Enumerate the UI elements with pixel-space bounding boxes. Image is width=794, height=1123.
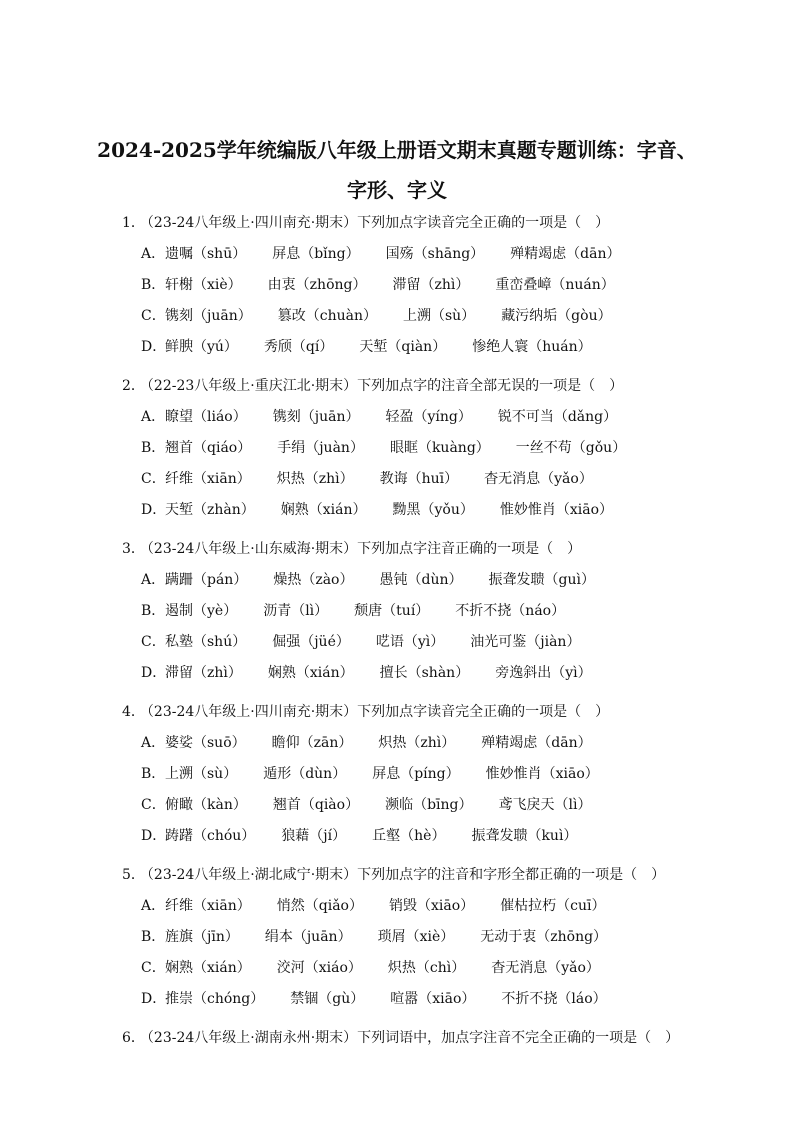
- option-word: 禁锢（gù）: [290, 991, 365, 1007]
- option-word: 屏息（píng）: [372, 766, 460, 782]
- question-4: [122, 701, 722, 847]
- question-stem: [122, 212, 722, 234]
- option-word: 沥青（lì）: [263, 603, 329, 619]
- option-word: 娴熟（xián）: [165, 960, 251, 976]
- option-c: [141, 957, 722, 979]
- option-word: 纤维（xiān）: [165, 898, 251, 914]
- option-word: 炽热（chì）: [387, 960, 466, 976]
- option-word: 鸢飞戾天（lì）: [498, 797, 592, 813]
- option-word: 丘壑（hè）: [372, 828, 446, 844]
- option-word: 重峦叠嶂（nuán）: [495, 277, 615, 293]
- option-word: 狼藉（jí）: [281, 828, 347, 844]
- option-letter: C．: [141, 471, 166, 487]
- option-letter: C．: [141, 634, 166, 650]
- option-letter: D．: [141, 828, 167, 844]
- option-word: 遁形（dùn）: [263, 766, 347, 782]
- option-word: 殚精竭虑（dān）: [510, 246, 621, 262]
- option-word: 不折不挠（náo）: [455, 603, 566, 619]
- option-letter: B．: [141, 440, 166, 456]
- option-word: 黝黑（yǒu）: [392, 502, 474, 518]
- option-letter: D．: [141, 339, 167, 355]
- option-word: 催枯拉朽（cuī）: [500, 898, 606, 914]
- option-letter: C．: [141, 960, 166, 976]
- option-b: [141, 763, 722, 785]
- option-word: 上溯（sù）: [165, 766, 238, 782]
- option-letter: A．: [141, 898, 166, 914]
- option-word: 手绢（juàn）: [277, 440, 364, 456]
- option-a: [141, 569, 722, 591]
- option-a: [141, 895, 722, 917]
- option-word: 愚钝（dùn）: [379, 572, 463, 588]
- option-a: [141, 732, 722, 754]
- option-word: 遏制（yè）: [165, 603, 238, 619]
- option-word: 滞留（zhì）: [392, 277, 470, 293]
- option-word: 蹒跚（pán）: [165, 572, 248, 588]
- option-word: 惟妙惟肖（xiāo）: [485, 766, 599, 782]
- option-letter: B．: [141, 603, 166, 619]
- question-6: [122, 1027, 722, 1049]
- question-text: （22-23八年级上·重庆江北·期末）下列加点字的注音全部无误的一项是（ ）: [146, 378, 624, 394]
- option-word: 呓语（yì）: [375, 634, 445, 650]
- option-c: [141, 305, 722, 327]
- option-word: 踌躇（chóu）: [165, 828, 256, 844]
- question-text: （23-24八年级上·山东威海·期末）下列加点字注音正确的一项是（ ）: [146, 541, 582, 557]
- option-a: [141, 406, 722, 428]
- option-letter: B．: [141, 277, 166, 293]
- question-text: （23-24八年级上·湖南永州·期末）下列词语中，加点字注音不完全正确的一项是（ ）: [146, 1030, 680, 1046]
- question-3: [122, 538, 722, 684]
- question-number: 1．: [122, 215, 145, 231]
- option-word: 滞留（zhì）: [165, 665, 242, 681]
- option-word: 娴熟（xián）: [267, 665, 354, 681]
- question-text: （23-24八年级上·湖北咸宁·期末）下列加点字的注音和字形全都正确的一项是（ ）: [146, 867, 666, 883]
- option-word: 推崇（chóng）: [165, 991, 265, 1007]
- question-stem: [122, 864, 722, 886]
- question-number: 4．: [122, 704, 145, 720]
- option-word: 振聋发聩（guì）: [488, 572, 595, 588]
- option-word: 颓唐（tuí）: [354, 603, 430, 619]
- question-stem: [122, 1027, 722, 1049]
- option-word: 镌刻（juān）: [272, 409, 360, 425]
- option-c: [141, 794, 722, 816]
- option-letter: C．: [141, 308, 166, 324]
- option-letter: D．: [141, 665, 167, 681]
- option-word: 轩榭（xiè）: [165, 277, 242, 293]
- option-word: 翘首（qiào）: [272, 797, 360, 813]
- option-c: [141, 631, 722, 653]
- option-letter: D．: [141, 991, 167, 1007]
- option-word: 娴熟（xián）: [280, 502, 367, 518]
- option-word: 悄然（qiǎo）: [276, 898, 363, 914]
- option-word: 国殇（shāng）: [385, 246, 485, 262]
- option-word: 秀颀（qí）: [263, 339, 334, 355]
- option-letter: B．: [141, 929, 166, 945]
- option-word: 油光可鉴（jiàn）: [470, 634, 581, 650]
- option-word: 振聋发聩（kuì）: [471, 828, 578, 844]
- question-text: （23-24八年级上·四川南充·期末）下列加点字读音完全正确的一项是（ ）: [146, 215, 610, 231]
- option-c: [141, 468, 722, 490]
- question-stem: [122, 701, 722, 723]
- option-word: 屏息（bǐng）: [272, 246, 360, 262]
- document-title: [80, 130, 714, 210]
- option-word: 纤维（xiān）: [165, 471, 251, 487]
- option-word: 不折不挠（láo）: [501, 991, 607, 1007]
- option-word: 旁逸斜出（yì）: [495, 665, 592, 681]
- option-letter: C．: [141, 797, 166, 813]
- option-letter: D．: [141, 502, 167, 518]
- option-word: 婆娑（suō）: [165, 735, 246, 751]
- option-word: 燥热（zào）: [273, 572, 354, 588]
- option-word: 遗嘱（shū）: [165, 246, 247, 262]
- option-word: 旌旗（jīn）: [165, 929, 239, 945]
- option-d: [141, 336, 722, 358]
- option-d: [141, 499, 722, 521]
- option-word: 锐不可当（dǎng）: [497, 409, 618, 425]
- option-word: 炽热（zhì）: [378, 735, 456, 751]
- option-word: 瞻仰（zān）: [271, 735, 353, 751]
- option-word: 天堑（qiàn）: [359, 339, 447, 355]
- option-word: 擅长（shàn）: [379, 665, 470, 681]
- option-letter: B．: [141, 766, 166, 782]
- option-word: 殚精竭虑（dān）: [481, 735, 592, 751]
- option-word: 一丝不苟（gǒu）: [515, 440, 627, 456]
- question-2: [122, 375, 722, 521]
- question-number: 6．: [122, 1030, 145, 1046]
- question-number: 3．: [122, 541, 145, 557]
- question-list: [122, 212, 722, 1066]
- option-word: 藏污纳垢（gòu）: [501, 308, 612, 324]
- option-d: [141, 662, 722, 684]
- question-number: 2．: [122, 378, 145, 394]
- option-word: 篡改（chuàn）: [277, 308, 377, 324]
- option-a: [141, 243, 722, 265]
- option-word: 喧嚣（xiāo）: [390, 991, 476, 1007]
- option-d: [141, 825, 722, 847]
- question-stem: [122, 375, 722, 397]
- question-stem: [122, 538, 722, 560]
- option-word: 俯瞰（kàn）: [165, 797, 247, 813]
- title-line-2: 字形、字义: [347, 178, 447, 202]
- title-line-1: 2024-2025学年统编版八年级上册语文期末真题专题训练：字音、: [97, 138, 697, 162]
- option-word: 惟妙惟肖（xiāo）: [499, 502, 614, 518]
- option-letter: A．: [141, 409, 166, 425]
- option-word: 无动于衷（zhōng）: [480, 929, 608, 945]
- option-word: 天堑（zhàn）: [165, 502, 255, 518]
- option-word: 洨河（xiáo）: [276, 960, 362, 976]
- option-d: [141, 988, 722, 1010]
- option-letter: A．: [141, 246, 166, 262]
- option-word: 琐屑（xiè）: [377, 929, 455, 945]
- option-word: 杳无消息（yǎo）: [484, 471, 593, 487]
- option-word: 轻盈（yíng）: [385, 409, 472, 425]
- option-word: 销毁（xiāo）: [388, 898, 475, 914]
- option-word: 濒临（bīng）: [385, 797, 473, 813]
- option-word: 眼眶（kuàng）: [389, 440, 490, 456]
- question-text: （23-24八年级上·四川南充·期末）下列加点字读音完全正确的一项是（ ）: [146, 704, 610, 720]
- option-word: 翘首（qiáo）: [165, 440, 252, 456]
- option-word: 绢本（juān）: [264, 929, 352, 945]
- option-word: 杳无消息（yǎo）: [491, 960, 600, 976]
- option-b: [141, 437, 722, 459]
- question-1: [122, 212, 722, 358]
- question-5: [122, 864, 722, 1010]
- option-word: 炽热（zhì）: [276, 471, 354, 487]
- option-word: 上溯（sù）: [402, 308, 476, 324]
- option-b: [141, 600, 722, 622]
- question-number: 5．: [122, 867, 145, 883]
- option-word: 鲜腴（yú）: [165, 339, 238, 355]
- option-word: 瞭望（liáo）: [165, 409, 247, 425]
- option-word: 倔强（jüé）: [272, 634, 350, 650]
- option-b: [141, 274, 722, 296]
- option-b: [141, 926, 722, 948]
- option-word: 教诲（huī）: [379, 471, 459, 487]
- option-word: 私塾（shú）: [165, 634, 247, 650]
- option-word: 惨绝人寰（huán）: [472, 339, 592, 355]
- option-word: 由衷（zhōng）: [267, 277, 367, 293]
- option-letter: A．: [141, 735, 166, 751]
- option-letter: A．: [141, 572, 166, 588]
- option-word: 镌刻（juān）: [165, 308, 252, 324]
